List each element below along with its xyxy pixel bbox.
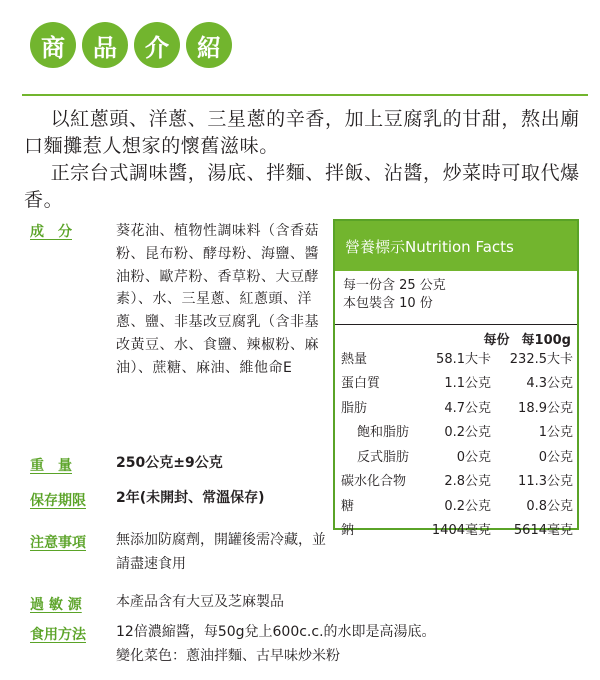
section-title [30,22,232,68]
weight-value: 250公克±9公克 [116,455,223,471]
nutrient-label: 碳水化合物 [341,474,407,490]
col-per-serving: 每份 [483,333,510,348]
nutrition-row [335,468,577,493]
nutrition-row [335,345,577,370]
intro-text [24,106,584,214]
nutrient-label: 鈉 [341,523,355,539]
nutrient-per-serving: 1.1公克 [444,376,491,392]
nutrient-per-100g: 1公克 [538,425,573,441]
nutrient-per-serving: 2.8公克 [444,474,491,490]
title-divider [22,94,588,96]
title-char: 介 [134,22,180,68]
nutrient-per-serving: 0.2公克 [444,425,491,441]
weight-label: 重 量 [30,458,72,474]
usage-label: 食用方法 [30,627,86,643]
nutrition-row [335,394,577,419]
title-char: 品 [82,22,128,68]
nutrient-per-serving: 4.7公克 [444,400,491,416]
nutrient-label: 糖 [341,498,355,514]
nutrient-label: 蛋白質 [341,376,381,392]
notes-value: 無添加防腐劑，開罐後需冷藏，並請盡速食用 [116,532,326,572]
usage-line-1: 12倍濃縮醬，每50g兌上600c.c.的水即是高湯底。 [116,624,436,640]
usage-line-2: 變化菜色：蔥油拌麵、古早味炒米粉 [116,648,340,664]
nutrition-header: 營養標示Nutrition Facts [335,221,577,271]
col-per-100g: 每100g [521,333,571,348]
nutrient-per-100g: 0.8公克 [526,498,573,514]
nutrition-facts-table [333,219,579,539]
nutrient-label: 反式脂肪 [357,449,410,465]
nutrient-label: 熱量 [341,351,368,367]
title-char: 紹 [186,22,232,68]
nutrient-label: 脂肪 [341,400,368,416]
intro-paragraph: 以紅蔥頭、洋蔥、三星蔥的辛香，加上豆腐乳的甘甜，熬出廟口麵攤惹人想家的懷舊滋味。 [24,108,580,157]
nutrient-per-serving: 58.1大卡 [436,351,491,367]
shelf-life-label: 保存期限 [30,493,86,509]
nutrient-per-serving: 0.2公克 [444,498,491,514]
nutrition-rows [335,345,577,541]
nutrition-serving-info [335,271,577,325]
intro-paragraph: 正宗台式調味醬，湯底、拌麵、拌飯、沾醬，炒菜時可取代爆香。 [24,162,580,211]
shelf-life-value: 2年(未開封、常溫保存) [116,490,265,506]
nutrient-per-100g: 18.9公克 [518,400,573,416]
nutrient-per-100g: 4.3公克 [526,376,573,392]
ingredients-label: 成 分 [30,224,72,240]
nutrient-label: 飽和脂肪 [357,425,410,441]
nutrient-per-100g: 0公克 [538,449,573,465]
nutrition-row [335,370,577,395]
nutrition-column-headers [335,325,577,348]
nutrient-per-100g: 11.3公克 [518,474,573,490]
nutrition-row [335,492,577,517]
nutrient-per-100g: 5614毫克 [513,523,573,539]
allergen-label: 過 敏 源 [30,597,82,613]
serving-size: 每一份含 25 公克 [343,278,446,293]
servings-per-package: 本包裝含 10 份 [343,296,433,311]
nutrition-row [335,419,577,444]
nutrition-row [335,517,577,542]
nutrient-per-serving: 0公克 [456,449,491,465]
nutrient-per-100g: 232.5大卡 [509,351,573,367]
ingredients-value: 葵花油、植物性調味料（含香菇粉、昆布粉、酵母粉、海鹽、醬油粉、歐芹粉、香草粉、大豆酵素）、水、三星蔥、紅蔥頭、洋蔥、鹽、非基改豆腐乳（含非基改黃豆、水、食鹽、辣椒粉、麻油）、蔗糖、麻油、維他命E [116,223,319,376]
nutrition-row [335,443,577,468]
title-char: 商 [30,22,76,68]
nutrient-per-serving: 1404毫克 [431,523,491,539]
notes-label: 注意事項 [30,535,86,551]
allergen-value: 本產品含有大豆及芝麻製品 [116,594,284,610]
